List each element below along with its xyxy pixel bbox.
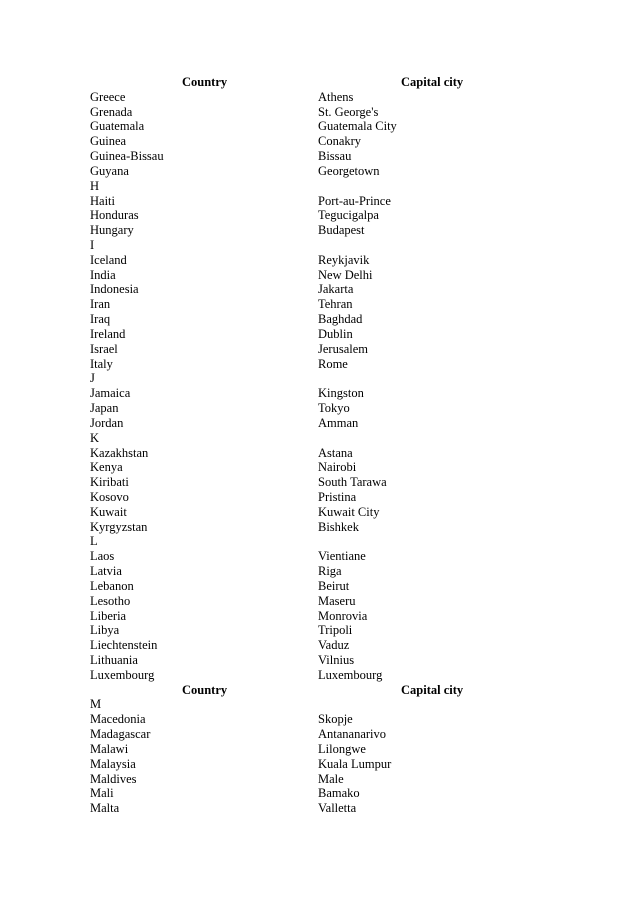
capital-cell: Tripoli <box>318 623 353 638</box>
section-letter-row <box>0 179 638 194</box>
table-row <box>0 490 638 505</box>
country-cell: Israel <box>90 341 118 356</box>
country-cell: Indonesia <box>90 282 139 297</box>
capital-cell: Conakry <box>318 134 362 149</box>
country-cell: Kyrgyzstan <box>90 519 148 534</box>
capital-cell: Bishkek <box>318 519 359 534</box>
country-cell: Lithuania <box>90 652 138 667</box>
country-cell: Kazakhstan <box>90 445 149 460</box>
capital-cell: Vaduz <box>318 638 350 653</box>
table-row <box>0 105 638 120</box>
table-row <box>0 505 638 520</box>
section-letter: I <box>90 238 95 253</box>
capital-cell: Pristina <box>318 489 357 504</box>
table-row <box>0 90 638 105</box>
country-cell: Maldives <box>90 771 137 786</box>
table-row <box>0 194 638 209</box>
capital-cell: Maseru <box>318 593 356 608</box>
country-cell: Italy <box>90 356 113 371</box>
country-cell: Haiti <box>90 193 115 208</box>
capital-cell: Budapest <box>318 223 365 238</box>
capital-cell: Athens <box>318 89 354 104</box>
capital-cell: South Tarawa <box>318 475 387 490</box>
table-row <box>0 149 638 164</box>
capital-cell: Dublin <box>318 326 353 341</box>
table-row <box>0 342 638 357</box>
section-letter-row <box>0 697 638 712</box>
capital-cell: Beirut <box>318 578 350 593</box>
table-row <box>0 757 638 772</box>
capital-cell: Amman <box>318 415 359 430</box>
capital-cell: Vientiane <box>318 549 366 564</box>
country-cell: Lebanon <box>90 578 134 593</box>
country-cell: Iceland <box>90 252 127 267</box>
capital-cell: Monrovia <box>318 608 368 623</box>
country-cell: Madagascar <box>90 727 151 742</box>
country-cell: Macedonia <box>90 712 146 727</box>
capital-cell: Antananarivo <box>318 727 387 742</box>
table-row <box>0 549 638 564</box>
capital-cell: Kuala Lumpur <box>318 756 392 771</box>
table-row <box>0 638 638 653</box>
country-cell: India <box>90 267 116 282</box>
table-row <box>0 742 638 757</box>
table-row <box>0 520 638 535</box>
capital-cell: Nairobi <box>318 460 357 475</box>
country-cell: Guinea <box>90 134 127 149</box>
capital-cell: Skopje <box>318 712 353 727</box>
capital-cell: Baghdad <box>318 312 363 327</box>
section-letter-row <box>0 371 638 386</box>
country-cell: Kosovo <box>90 489 129 504</box>
country-cell: Jamaica <box>90 386 131 401</box>
table-header-row <box>0 683 638 698</box>
capital-cell: Bamako <box>318 786 360 801</box>
table-row <box>0 134 638 149</box>
country-cell: Greece <box>90 89 126 104</box>
country-cell: Kenya <box>90 460 123 475</box>
table-row <box>0 609 638 624</box>
capital-cell: Georgetown <box>318 163 380 178</box>
country-cell: Kiribati <box>90 475 129 490</box>
country-cell: Laos <box>90 549 115 564</box>
country-cell: Malta <box>90 801 120 816</box>
table-row <box>0 712 638 727</box>
table-row <box>0 653 638 668</box>
country-cell: Kuwait <box>90 504 127 519</box>
country-cell: Liberia <box>90 608 127 623</box>
country-cell: Japan <box>90 401 119 416</box>
table-row <box>0 668 638 683</box>
country-cell: Guatemala <box>90 119 145 134</box>
section-letter-row <box>0 431 638 446</box>
table-row <box>0 460 638 475</box>
table-row <box>0 312 638 327</box>
table-row <box>0 327 638 342</box>
capital-cell: Guatemala City <box>318 119 397 134</box>
table-row <box>0 801 638 816</box>
table-row <box>0 253 638 268</box>
table-row <box>0 594 638 609</box>
capital-cell: Tehran <box>318 297 353 312</box>
table-row <box>0 282 638 297</box>
country-cell: Iran <box>90 297 111 312</box>
country-cell: Libya <box>90 623 120 638</box>
country-cell: Malaysia <box>90 756 136 771</box>
country-cell: Jordan <box>90 415 124 430</box>
capital-cell: Jakarta <box>318 282 354 297</box>
capital-cell: Luxembourg <box>318 667 383 682</box>
country-cell: Grenada <box>90 104 133 119</box>
capital-cell: New Delhi <box>318 267 373 282</box>
capital-cell: Tokyo <box>318 401 350 416</box>
table-row <box>0 786 638 801</box>
table-row <box>0 772 638 787</box>
capital-cell: Rome <box>318 356 348 371</box>
table-row <box>0 446 638 461</box>
country-cell: Iraq <box>90 312 111 327</box>
section-letter: K <box>90 430 100 445</box>
table-row <box>0 164 638 179</box>
capital-cell: Port-au-Prince <box>318 193 391 208</box>
country-cell: Malawi <box>90 741 129 756</box>
column-header-capital: Capital city <box>401 682 464 697</box>
country-cell: Ireland <box>90 326 126 341</box>
table-row <box>0 564 638 579</box>
table-row <box>0 357 638 372</box>
country-cell: Hungary <box>90 223 134 238</box>
country-cell: Mali <box>90 786 114 801</box>
table-header-row <box>0 75 638 90</box>
country-cell: Liechtenstein <box>90 638 158 653</box>
column-header-country: Country <box>182 682 228 697</box>
capital-cell: Male <box>318 771 344 786</box>
column-header-country: Country <box>182 75 228 89</box>
capital-cell: Kingston <box>318 386 364 401</box>
table-row <box>0 401 638 416</box>
capital-cell: Vilnius <box>318 652 355 667</box>
country-cell: Honduras <box>90 208 139 223</box>
country-cell: Luxembourg <box>90 667 155 682</box>
country-cell: Guinea-Bissau <box>90 149 164 164</box>
country-cell: Lesotho <box>90 593 131 608</box>
section-letter: J <box>90 371 95 386</box>
table-row <box>0 119 638 134</box>
table-row <box>0 297 638 312</box>
table-row <box>0 386 638 401</box>
capital-cell: Riga <box>318 564 342 579</box>
column-header-capital: Capital city <box>401 75 464 89</box>
capital-cell: Astana <box>318 445 353 460</box>
capital-cell: Tegucigalpa <box>318 208 379 223</box>
capital-cell: Valletta <box>318 801 357 816</box>
section-letter-row <box>0 238 638 253</box>
table-row <box>0 475 638 490</box>
table-row <box>0 727 638 742</box>
capital-cell: Lilongwe <box>318 741 366 756</box>
table-row <box>0 579 638 594</box>
capital-cell: Kuwait City <box>318 504 380 519</box>
table-row <box>0 223 638 238</box>
table-row <box>0 623 638 638</box>
country-cell: Latvia <box>90 564 122 579</box>
table-row <box>0 208 638 223</box>
section-letter: L <box>90 534 98 549</box>
table-row <box>0 268 638 283</box>
capital-cell: Bissau <box>318 149 352 164</box>
section-letter: H <box>90 178 100 193</box>
capital-cell: Jerusalem <box>318 341 368 356</box>
capital-cell: Reykjavik <box>318 252 370 267</box>
table-row <box>0 416 638 431</box>
section-letter: M <box>90 697 102 712</box>
capital-cell: St. George's <box>318 104 379 119</box>
section-letter-row <box>0 534 638 549</box>
country-cell: Guyana <box>90 163 129 178</box>
